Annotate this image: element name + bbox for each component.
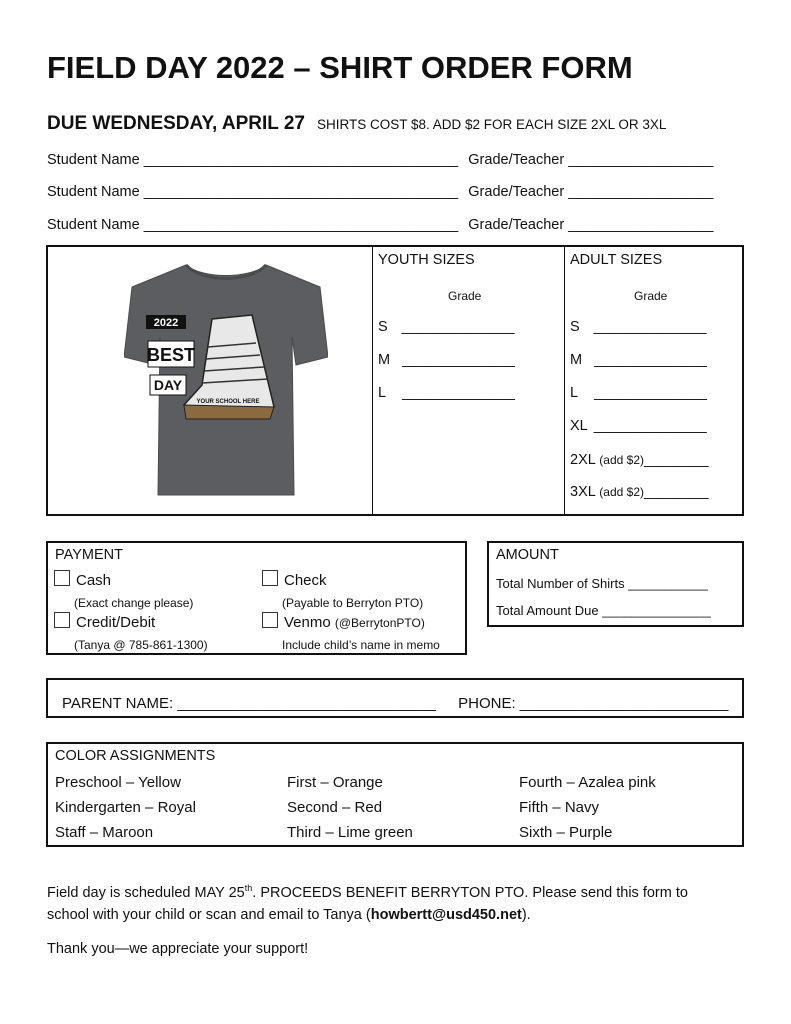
cash-option[interactable]: Cash bbox=[54, 570, 111, 589]
email-link[interactable]: howbertt@usd450.net bbox=[370, 907, 522, 923]
color-item: Fourth – Azalea pink bbox=[519, 774, 656, 791]
check-note: (Payable to Berryton PTO) bbox=[282, 596, 424, 610]
adult-s-field[interactable]: ______________ bbox=[593, 319, 707, 335]
credit-checkbox[interactable] bbox=[54, 612, 70, 628]
adult-3xl-field[interactable]: ________ bbox=[644, 484, 709, 500]
adult-size-row: S ______________ bbox=[570, 319, 707, 335]
student-row bbox=[47, 184, 713, 200]
adult-2xl-field[interactable]: ________ bbox=[644, 452, 709, 468]
due-date bbox=[47, 113, 666, 135]
color-item: Preschool – Yellow bbox=[55, 774, 181, 791]
venmo-checkbox[interactable] bbox=[262, 612, 278, 628]
shirt-day: DAY bbox=[153, 377, 183, 393]
parent-box bbox=[46, 678, 744, 718]
adult-grade-label: Grade bbox=[634, 289, 668, 303]
check-checkbox[interactable] bbox=[262, 570, 278, 586]
total-shirts-field[interactable]: ___________ bbox=[628, 576, 708, 591]
color-item: Staff – Maroon bbox=[55, 824, 154, 841]
venmo-note: Include child’s name in memo bbox=[282, 638, 440, 652]
youth-l-field[interactable]: ______________ bbox=[402, 385, 515, 401]
footer-line-1: Field day is scheduled MAY 25th. PROCEEDS BENEFIT BERRYTON PTO. Please send this form to bbox=[47, 883, 688, 901]
youth-size-row: S ______________ bbox=[378, 319, 515, 335]
phone-label: PHONE: bbox=[458, 695, 516, 712]
student-row bbox=[47, 217, 713, 233]
adult-heading: ADULT SIZES bbox=[570, 252, 663, 268]
student-name-field[interactable]: _______________________________________ bbox=[143, 217, 459, 233]
divider bbox=[564, 247, 565, 514]
color-item: Third – Lime green bbox=[287, 824, 413, 841]
adult-xl-field[interactable]: ______________ bbox=[593, 418, 707, 434]
cost-note: SHIRTS COST $8. ADD $2 FOR EACH SIZE 2XL OR 3XL bbox=[316, 117, 667, 132]
payment-heading: PAYMENT bbox=[55, 547, 123, 563]
shirt-best: BEST bbox=[146, 345, 196, 365]
grade-teacher-field[interactable]: __________________ bbox=[568, 152, 714, 168]
youth-size-row: M ______________ bbox=[378, 352, 515, 368]
youth-heading: YOUTH SIZES bbox=[378, 252, 475, 268]
parent-name-label: PARENT NAME: bbox=[62, 695, 174, 712]
youth-m-field[interactable]: ______________ bbox=[402, 352, 515, 368]
credit-option[interactable]: Credit/Debit bbox=[54, 612, 155, 631]
grade-teacher-label: Grade/Teacher bbox=[468, 152, 565, 168]
adult-m-field[interactable]: ______________ bbox=[594, 352, 707, 368]
shirt-year: 2022 bbox=[153, 317, 179, 329]
youth-s-field[interactable]: ______________ bbox=[401, 319, 515, 335]
student-name-label: Student Name bbox=[47, 184, 140, 200]
color-assignments-box bbox=[46, 742, 744, 847]
cash-note: (Exact change please) bbox=[74, 596, 194, 610]
color-heading: COLOR ASSIGNMENTS bbox=[55, 748, 216, 764]
phone-field[interactable]: _________________________ bbox=[519, 695, 729, 712]
student-name-field[interactable]: _______________________________________ bbox=[143, 152, 459, 168]
student-name-label: Student Name bbox=[47, 152, 140, 168]
color-item: Kindergarten – Royal bbox=[55, 799, 196, 816]
divider bbox=[372, 247, 373, 514]
youth-size-row: L ______________ bbox=[378, 385, 515, 401]
grade-teacher-label: Grade/Teacher bbox=[468, 184, 565, 200]
parent-row bbox=[62, 695, 728, 712]
due-text: DUE WEDNESDAY, APRIL 27 bbox=[47, 113, 305, 134]
total-due-row: Total Amount Due _______________ bbox=[496, 603, 711, 618]
youth-grade-label: Grade bbox=[448, 289, 482, 303]
adult-size-row: L ______________ bbox=[570, 385, 707, 401]
footer-line-2: school with your child or scan and email to Tanya (howbertt@usd450.net). bbox=[47, 907, 531, 923]
grade-teacher-label: Grade/Teacher bbox=[468, 217, 565, 233]
color-item: Sixth – Purple bbox=[519, 824, 613, 841]
credit-note: (Tanya @ 785-861-1300) bbox=[74, 638, 208, 652]
cash-checkbox[interactable] bbox=[54, 570, 70, 586]
adult-size-row: XL ______________ bbox=[570, 418, 707, 434]
adult-l-field[interactable]: ______________ bbox=[594, 385, 707, 401]
thank-you: Thank you—we appreciate your support! bbox=[47, 941, 309, 957]
color-item: Fifth – Navy bbox=[519, 799, 600, 816]
amount-heading: AMOUNT bbox=[496, 547, 559, 563]
color-item: First – Orange bbox=[287, 774, 383, 791]
adult-size-row: M ______________ bbox=[570, 352, 707, 368]
venmo-option[interactable]: Venmo (@BerrytonPTO) bbox=[262, 612, 425, 631]
grade-teacher-field[interactable]: __________________ bbox=[568, 184, 714, 200]
tshirt-image bbox=[124, 257, 328, 503]
parent-name-field[interactable]: _______________________________ bbox=[177, 695, 436, 712]
student-row bbox=[47, 152, 713, 168]
sizes-box bbox=[46, 245, 744, 516]
student-name-label: Student Name bbox=[47, 217, 140, 233]
page-title: FIELD DAY 2022 – SHIRT ORDER FORM bbox=[47, 50, 633, 85]
total-shirts-row: Total Number of Shirts ___________ bbox=[496, 576, 708, 591]
check-option[interactable]: Check bbox=[262, 570, 327, 589]
adult-size-row: 3XL (add $2)________ bbox=[570, 484, 709, 500]
payment-box bbox=[46, 541, 467, 655]
shirt-school: YOUR SCHOOL HERE bbox=[196, 399, 260, 405]
color-item: Second – Red bbox=[287, 799, 383, 816]
student-name-field[interactable]: _______________________________________ bbox=[143, 184, 459, 200]
amount-box bbox=[487, 541, 744, 627]
grade-teacher-field[interactable]: __________________ bbox=[568, 217, 714, 233]
total-due-field[interactable]: _______________ bbox=[602, 603, 711, 618]
adult-size-row: 2XL (add $2)________ bbox=[570, 452, 709, 468]
